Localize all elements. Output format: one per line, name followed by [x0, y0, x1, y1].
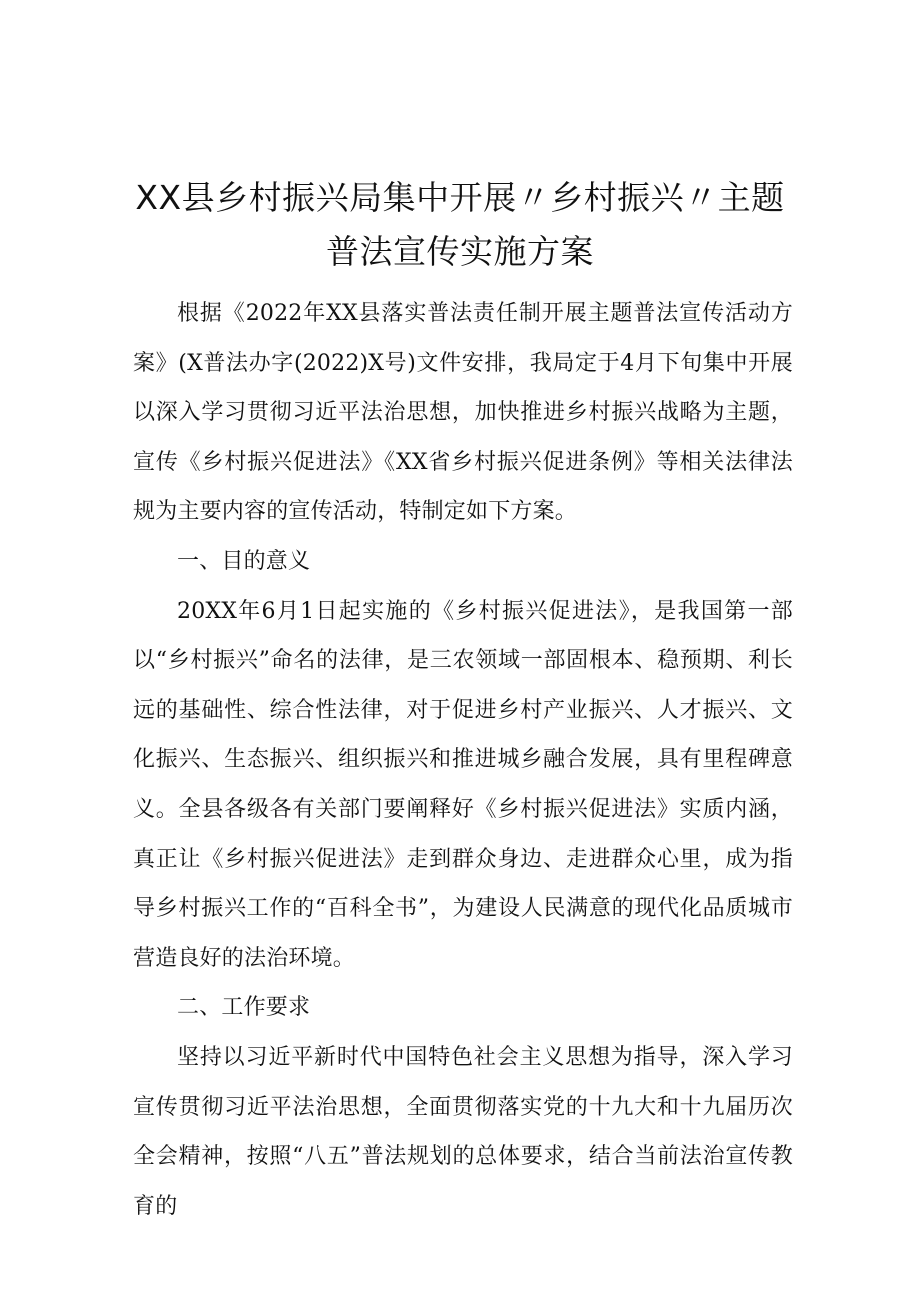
section-heading-purpose: 一、目的意义: [177, 548, 311, 574]
document-body: [133, 289, 793, 1231]
document-title-line-2: 普法宣传实施方案: [326, 232, 594, 271]
document-title-line-1: XX县乡村振兴局集中开展〃乡村振兴〃主题: [135, 178, 785, 217]
section-heading-requirements: 二、工作要求: [177, 995, 311, 1021]
paragraph-purpose: 20XX年6月1日起实施的《乡村振兴促进法》，是我国第一部以“乡村振兴”命名的法律，是三农领域一部固根本、稳预期、利长远的基础性、综合性法律，对于促进乡村产业振兴、人才振兴、文化振兴、生态振兴、组织振兴和推进城乡融合发展，具有里程碑意义。全县各级各有关部门要阐释好《乡村振兴促进法》实质内涵，真正让《乡村振兴促进法》走到群众身边、走进群众心里，成为指导乡村振兴工作的“百科全书”，为建设人民满意的现代化品质城市营造良好的法治环境。: [133, 598, 793, 971]
paragraph-requirements: 坚持以习近平新时代中国特色社会主义思想为指导，深入学习宣传贯彻习近平法治思想，全面贯彻落实党的十九大和十九届历次全会精神，按照“八五”普法规划的总体要求，结合当前法治宣传教育的: [133, 1044, 793, 1219]
paragraph-basis: 根据《2022年XX县落实普法责任制开展主题普法宣传活动方案》(X普法办字(2022)X号)文件安排，我局定于4月下旬集中开展以深入学习贯彻习近平法治思想，加快推进乡村振兴战略为主题，宣传《乡村振兴促进法》《XX省乡村振兴促进条例》等相关法律法规为主要内容的宣传活动，特制定如下方案。: [133, 301, 793, 525]
